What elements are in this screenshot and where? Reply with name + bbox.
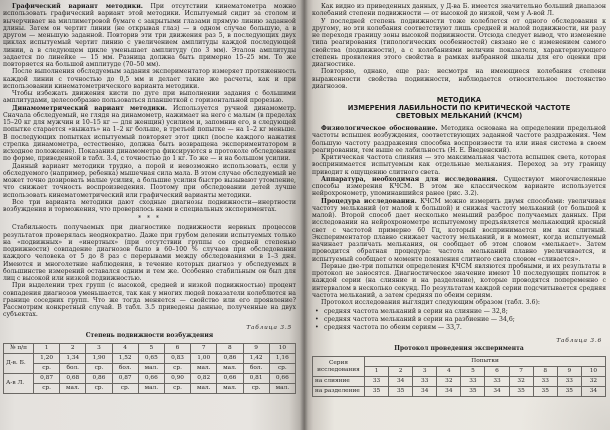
coefficient-cell: 0,86 [86,373,112,383]
attempt-number: 5 [461,367,485,377]
paragraph: Критическая частота слияния — это максимальная частота вспышек света, которая воспринимается испытуемым как отдельные мелькания. Переход за эту границу приводит к ощущению слитного света. [312,154,606,176]
frequency-cell: 34 [485,387,509,397]
experiment-protocol-table [312,356,606,397]
table-caption: Таблица 3.6 [556,338,602,345]
subject-label: Д-в. Б. [4,353,34,373]
paragraph-procedure [312,198,606,263]
paragraph: Повторяю, однако, еще раз: несмотря на имеющиеся колебания степени выраженности свойства подвижности, наблюдается относительное постоянство диагнозов. [312,68,606,90]
table-row [4,353,296,363]
coefficient-cell: 0,66 [138,373,164,383]
table-title: Протокол проведения эксперимента [394,345,524,353]
level-cell: ср. [86,363,112,373]
attempts-header: Попытки [365,357,606,367]
paragraph-dynamometer-variant [3,105,296,163]
level-cell: мал. [60,383,86,393]
paragraph-text: КЧСМ можно измерить двумя способами: увеличивая частоту мельканий (от малой к большой) и снижая частоту мельканий (от большой к малой). Второй способ дает несколько меньший разброс получаемых данных. При исследовании на нейрохронометре испытуемому предъявляется мелькающий красный свет с частотой примерно 60 Гц, который воспринимается им как слитный. Экспериментатор плавно снижает частоту мельканий, и в момент, когда испытуемый начинает различать мелькания, он сообщает об этом словом «мелькает». Затем проводится обратная процедура: частота мельканий плавно увеличивается, и испытуемый сообщает о моменте появления слитного света словом «сливается». [312,197,606,263]
table-row [313,387,606,397]
table-row [313,377,606,387]
subject-label: А-в Л. [4,373,34,393]
paragraph: Первые две-три попытки определения КЧСМ являются пробными, и их результаты в протокол не заносятся. Диагностическое значение имеют 10 последующих попыток в каждой серии (на слияние и на разделение), которые проводятся попеременно с интервалом в несколько секунд. По результатам каждой серии подсчитывается средняя частота мельканий, а затем средняя по обеим сериям. [312,262,606,299]
table-body [4,353,296,393]
level-cell: бол. [243,363,269,373]
paragraph: Чтобы избежать движения кисти по дуге при выполнении задания с большими амплитудами, целесообразно пользоваться планшеткой с горизонтальной прорезью. [3,90,296,105]
row-number-header: № п/п [4,343,34,353]
frequency-cell: 33 [557,377,581,387]
table-row [4,383,296,393]
frequency-cell: 32 [581,377,605,387]
paragraph-text: При отсутствии кинематометра можно использовать графический вариант этой методики. Испытуемый сидит за столом и вычерчивает на миллиметровой бумаге с закрытыми глазами прямую линию заданной длины. Затем он чертит линии (не открывая глаз) — в одном случае большую, а в другом — меньшую заданной. Повторив эти три движения раз 5, в последующих двух циклах испытуемый чертит линию с увеличением амплитуды каждой последующей линии, а в следующем цикле уменьшает амплитуду (по 3 мм). Эталон амплитуды задается по линейке — 15 мм. Разница должна быть примерно 15–25 мм. То же повторяется на большой амплитуде (70–50 мм). [3,3,296,68]
paragraph: При выделении трех групп (с высокой, средней и низкой подвижностью) процент совпадения диагнозов уменьшается, так как у многих людей показатели колеблются на границе соседних групп. Что же тогда меняется — свойство или его проявление? Рассмотрим конкретный случай. В табл. 3.5 приведены данные, полученные на двух субъектах. [3,282,296,319]
level-cell: мал. [217,383,243,393]
series-label: на разделение [313,387,365,397]
coefficient-cell: 1,34 [60,353,86,363]
coefficient-cell: 0,83 [164,353,190,363]
coefficient-cell: 0,66 [217,373,243,383]
coefficient-cell: 0,82 [191,373,217,383]
frequency-cell: 33 [533,377,557,387]
level-cell: ср. [86,383,112,393]
coefficient-cell: 0,87 [112,373,138,383]
table-row [4,373,296,383]
series-header: Серия исследования [313,357,365,377]
column-header: 8 [217,343,243,353]
column-header: 7 [191,343,217,353]
coefficient-cell: 1,42 [243,353,269,363]
coefficient-cell: 1,52 [112,353,138,363]
paragraph: Протокол исследования выглядит следующим образом (табл. 3.6): [321,299,540,306]
attempt-number: 9 [557,367,581,377]
paragraph: У последней степень подвижности тоже колеблется от одного обследования к другому, но эти колебания соответствуют лишь средней и малой подвижности, ни разу не переходя границу зоны высокой подвижности. Отсюда следует вывод, что изменение типа реагирования (типологических особенностей) связано не с изменением самого свойства (подвижности), а с колебаниями величин показателя, характеризующего степень проявления этого свойства в рамках выбранной шкалы для его оценки при диагностике. [312,17,606,68]
heading-line: МЕТОДИКА [436,96,482,104]
column-header: 6 [164,343,190,353]
table-header-row [4,343,296,353]
section-separator: * * * [138,215,161,223]
right-page [304,0,610,430]
level-cell: бол. [112,363,138,373]
paragraph: После выполнения обследуемым задания экспериментатор измеряет протяженность каждой линии с точностью до 0,5 мм и делает такие же расчеты, как и при использовании кинематометрического варианта методики. [3,68,296,90]
left-page-text-column [3,3,296,394]
level-cell: мал. [269,383,295,393]
attempt-number: 7 [509,367,533,377]
level-cell: ср. [164,383,190,393]
column-header: 1 [34,343,60,353]
column-header: 9 [243,343,269,353]
paragraph-lead: Физиологическое обоснование. [321,125,438,132]
level-cell: мал. [217,363,243,373]
coefficient-cell: 0,90 [164,373,190,383]
level-cell: ср. [269,363,295,373]
frequency-cell: 33 [365,377,389,387]
paragraph-text: Существуют многочисленные способы измерения КЧСМ. В этом же классическом варианте используется нейрохронометр, упоминавшийся ранее (рис. 3.2). [312,175,606,198]
level-cell: ср. [243,383,269,393]
level-cell: бол. [60,363,86,373]
level-cell: ср. [34,363,60,373]
column-header: 4 [112,343,138,353]
paragraph: Стабильность получаемых при диагностике подвижности нервных процессов результатов проверялась неоднократно. Даже при грубом делении испытуемых только на «подвижных» и «инертных» (при отсутствии группы со средней степенью подвижности) совпадение диагнозов было в 60–100 % случаев при обследовании каждого человека от 5 до 8 раз с перерывами между обследованиями в 1–3 дня. Имеются и многолетние наблюдения, в течение которых диагноз у обследуемых в большинстве измерений оставался одним и тем же. Особенно стабильным он был для лиц с высокой или низкой подвижностью. [3,224,296,282]
frequency-cell: 33 [485,377,509,387]
paragraph-lead: Процедура исследования. [321,197,417,205]
table-body [313,377,606,397]
level-cell: мал. [138,363,164,373]
frequency-cell: 35 [461,387,485,397]
attempt-number: 4 [437,367,461,377]
frequency-cell: 34 [437,387,461,397]
level-cell: ср. [34,383,60,393]
frequency-cell: 34 [389,377,413,387]
paragraph-lead: Динамометрический вариант методики. [12,104,168,112]
frequency-cell: 35 [365,387,389,397]
table-row [4,363,296,373]
attempt-number: 2 [389,367,413,377]
level-cell: мал. [138,383,164,393]
frequency-cell: 33 [461,377,485,387]
attempt-number: 6 [485,367,509,377]
frequency-cell: 35 [557,387,581,397]
column-header: 3 [86,343,112,353]
frequency-cell: 33 [413,377,437,387]
paragraph-lead: Графический вариант методики. [12,3,143,10]
column-header: 2 [60,343,86,353]
paragraph-text: Используется ручной динамометр. Сначала обследуемый, не глядя на динамометр, нажимает на него с малым (в пределах 15–20 кг для мужчин и 10–15 кг — для женщин) усилием и, запомнив его, в следующей попытке старается «выжать» на 1–2 кг больше, в третьей попытке — на 1–2 кг меньше. В последующих попытках испытуемый повторяет этот цикл (после каждого нажатия стрелка динамометра, естественно, должна быть возвращена экспериментатором в исходное положение). Показания динамометра фиксируются в протоколе обследования по форме, приведенной в табл. 3.4, с точностью до 1 кг. То же — и на большом усилии. [3,104,296,163]
frequency-cell: 35 [533,387,557,397]
paragraph-apparatus [312,176,606,198]
table-caption: Таблица 3.5 [246,324,292,331]
attempt-number: 10 [581,367,605,377]
frequency-cell: 32 [437,377,461,387]
level-cell: мал. [191,383,217,393]
frequency-cell: 35 [509,387,533,397]
frequency-cell: 34 [413,387,437,397]
paragraph: Данный вариант методики трудно, а порой и невозможно использовать, если у обследуемого (например, ребенка) мышечная сила мала. В этом случае обследуемый не может точно дозировать малые усилия, а большие усилия быстро вызывают утомление, что снижает точность воспроизведения. Поэтому при обследовании детей лучше использовать кинематометрический или графический варианты методики. [3,162,296,199]
paragraph-lead: Аппаратура, необходимая для исследования. [321,175,498,183]
attempt-number: 8 [533,367,557,377]
coefficient-cell: 1,16 [269,353,295,363]
frequency-cell: 35 [389,387,413,397]
book-gutter-shadow [300,0,308,430]
heading-line: СВЕТОВЫХ МЕЛЬКАНИЙ (КЧСМ) [395,112,523,120]
right-page-text-column [312,3,606,397]
coefficient-cell: 0,81 [243,373,269,383]
coefficient-cell: 1,90 [86,353,112,363]
coefficient-cell: 0,65 [138,353,164,363]
heading-line: ИЗМЕРЕНИЯ ЛАБИЛЬНОСТИ ПО КРИТИЧЕСКОЙ ЧАСТОТЕ [347,104,571,112]
paragraph-text: Методика основана на определении предельной частоты вспышек возбуждения, соответствующих заданной частоте раздражения. Чем большую частоту раздражения способна воспроизвести та или иная система в своем реагировании, тем выше ее лабильность (Н. Е. Введенский). [312,125,606,154]
list-item: • средняя частота мельканий в серии на разбиение — 34,6; [324,316,606,324]
paragraph-graphic-variant [3,3,296,68]
paragraph: Все три варианта методики дают сходные диагнозы подвижности—инертности возбуждения и торможения, что проверялось нами в специальных экспериментах. [3,198,296,213]
list-item: • средняя частота мельканий в серии на слияние — 32,8; [324,308,606,316]
frequency-cell: 34 [581,387,605,397]
paragraph-physiological-basis [312,125,606,154]
mobility-degree-table [3,343,296,394]
level-cell: ср. [112,383,138,393]
series-label: на слияние [313,377,365,387]
frequency-cell: 32 [509,377,533,387]
left-page [0,0,304,430]
coefficient-cell: 1,00 [191,353,217,363]
coefficient-cell: 0,87 [34,373,60,383]
results-list [312,308,606,332]
table-title: Степень подвижности возбуждения [85,331,214,339]
attempt-number: 3 [413,367,437,377]
attempt-number: 1 [365,367,389,377]
coefficient-cell: 0,68 [60,373,86,383]
level-cell: ср. [164,363,190,373]
list-item: • средняя частота по обеим сериям — 33,7. [324,324,606,332]
coefficient-cell: 1,20 [34,353,60,363]
table-header-row [313,357,606,367]
section-heading [312,96,606,120]
paragraph: Как видно из приведенных данных, у Д-ва Б. имеется значительно больший диапазон колебаний степени подвижности — от высокой до низкой, чем у А-вой Л. [312,3,606,18]
coefficient-cell: 0,86 [217,353,243,363]
column-header: 10 [269,343,295,353]
coefficient-cell: 0,66 [269,373,295,383]
level-cell: мал. [191,363,217,373]
column-header: 5 [138,343,164,353]
